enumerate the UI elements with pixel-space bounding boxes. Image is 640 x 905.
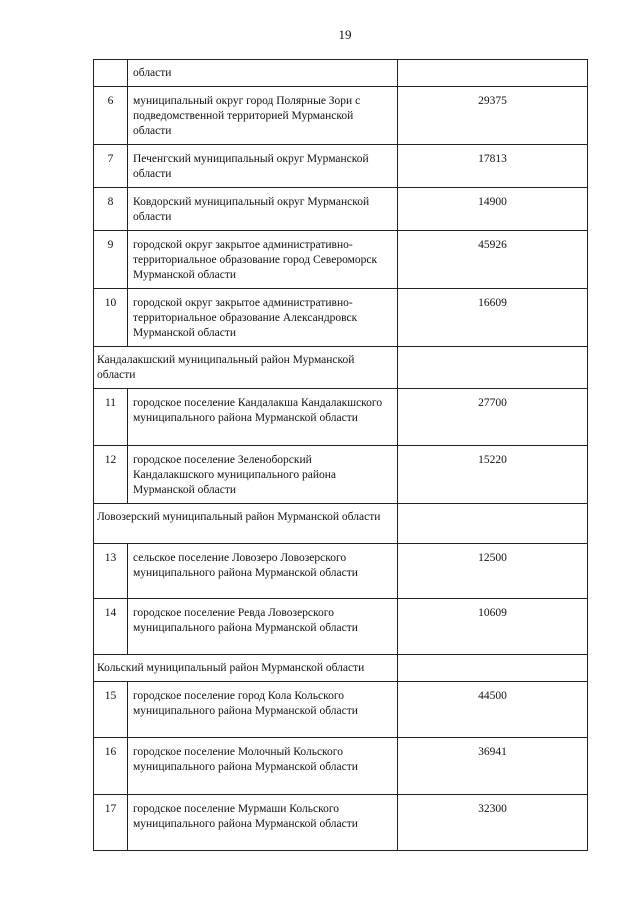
section-heading: Ловозерский муниципальный район Мурманской области	[94, 504, 398, 544]
value-cell: 45926	[398, 231, 588, 289]
table-row	[94, 145, 588, 188]
row-number-cell: 13	[94, 544, 128, 599]
table-row	[94, 389, 588, 446]
value-cell	[398, 60, 588, 87]
table-row	[94, 682, 588, 738]
table-row	[94, 738, 588, 795]
table-row	[94, 231, 588, 289]
value-cell: 16609	[398, 289, 588, 347]
row-number-cell: 8	[94, 188, 128, 231]
value-cell: 27700	[398, 389, 588, 446]
value-cell: 15220	[398, 446, 588, 504]
municipality-name-cell: городское поселение Ревда Ловозерского муниципального района Мурманской области	[128, 599, 398, 655]
row-number-cell: 15	[94, 682, 128, 738]
row-number-cell: 14	[94, 599, 128, 655]
municipality-name-cell: Ковдорский муниципальный округ Мурманской области	[128, 188, 398, 231]
table-row	[94, 544, 588, 599]
municipality-name-cell: городское поселение Молочный Кольского муниципального района Мурманской области	[128, 738, 398, 795]
municipality-name-cell: городское поселение Мурмаши Кольского муниципального района Мурманской области	[128, 795, 398, 851]
value-cell	[398, 504, 588, 544]
row-number-cell: 6	[94, 87, 128, 145]
municipality-name-cell: области	[128, 60, 398, 87]
table-row	[94, 60, 588, 87]
section-heading: Кольский муниципальный район Мурманской области	[94, 655, 398, 682]
table-row	[94, 289, 588, 347]
row-number-cell: 10	[94, 289, 128, 347]
municipality-name-cell: Печенгский муниципальный округ Мурманской области	[128, 145, 398, 188]
section-row	[94, 504, 588, 544]
municipality-name-cell: городское поселение Кандалакша Кандалакшского муниципального района Мурманской области	[128, 389, 398, 446]
value-cell: 44500	[398, 682, 588, 738]
table-row	[94, 188, 588, 231]
table-row	[94, 446, 588, 504]
value-cell	[398, 347, 588, 389]
row-number-cell: 9	[94, 231, 128, 289]
row-number-cell	[94, 60, 128, 87]
row-number-cell: 17	[94, 795, 128, 851]
table-row	[94, 599, 588, 655]
value-cell	[398, 655, 588, 682]
table-row	[94, 795, 588, 851]
section-row	[94, 347, 588, 389]
table-row	[94, 87, 588, 145]
municipality-name-cell: городское поселение город Кола Кольского муниципального района Мурманской области	[128, 682, 398, 738]
value-cell: 10609	[398, 599, 588, 655]
municipality-name-cell: сельское поселение Ловозеро Ловозерского муниципального района Мурманской области	[128, 544, 398, 599]
row-number-cell: 12	[94, 446, 128, 504]
value-cell: 36941	[398, 738, 588, 795]
value-cell: 12500	[398, 544, 588, 599]
value-cell: 32300	[398, 795, 588, 851]
row-number-cell: 11	[94, 389, 128, 446]
section-row	[94, 655, 588, 682]
municipal-table	[93, 59, 588, 851]
row-number-cell: 7	[94, 145, 128, 188]
section-heading: Кандалакшский муниципальный район Мурманской области	[94, 347, 398, 389]
municipality-name-cell: муниципальный округ город Полярные Зори с подведомственной территорией Мурманской области	[128, 87, 398, 145]
value-cell: 17813	[398, 145, 588, 188]
row-number-cell: 16	[94, 738, 128, 795]
page-number: 19	[338, 27, 352, 42]
municipality-name-cell: городской округ закрытое административно-территориальное образование город Североморск Мурманской области	[128, 231, 398, 289]
municipality-name-cell: городской округ закрытое административно-территориальное образование Александровск Мурманской области	[128, 289, 398, 347]
value-cell: 29375	[398, 87, 588, 145]
value-cell: 14900	[398, 188, 588, 231]
municipality-name-cell: городское поселение Зеленоборский Кандалакшского муниципального района Мурманской области	[128, 446, 398, 504]
